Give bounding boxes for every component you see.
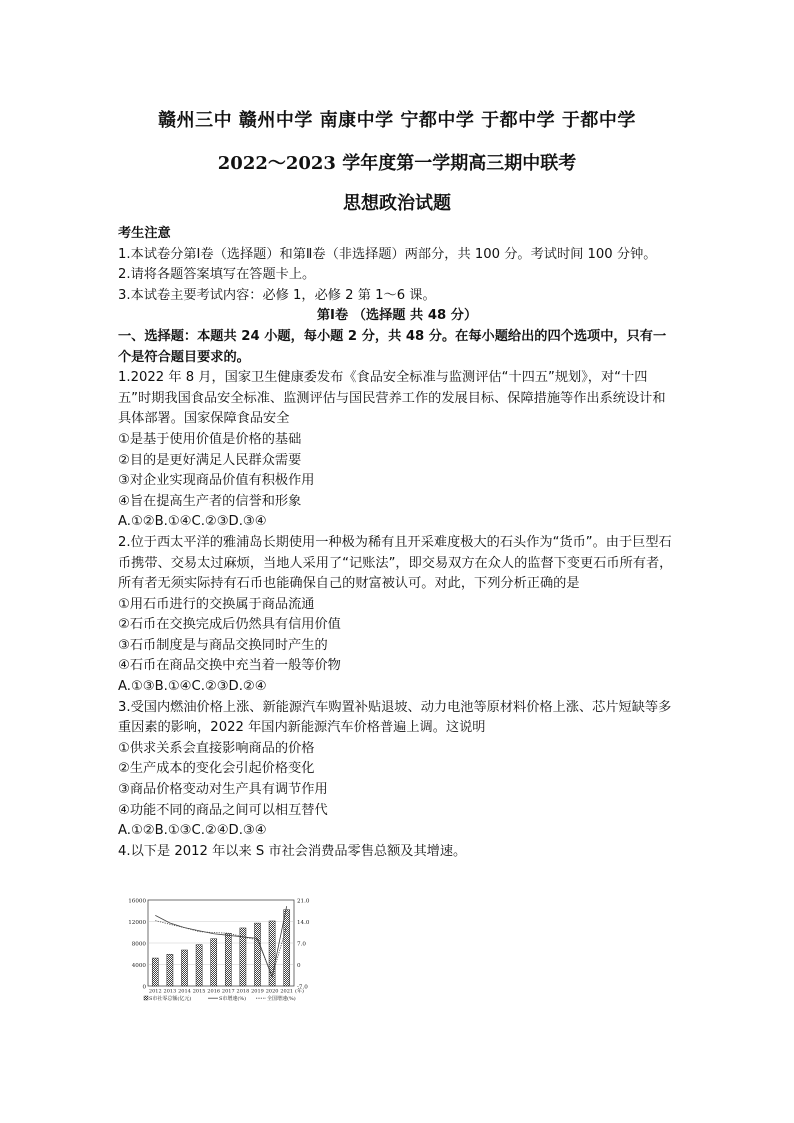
x-tick-label: 2013 xyxy=(163,988,177,995)
y-left-tick-label: 12000 xyxy=(128,920,146,926)
bar xyxy=(152,958,158,986)
x-tick-label: 2017 xyxy=(221,988,235,995)
x-tick-label: 2016 xyxy=(207,988,221,995)
bar xyxy=(167,954,173,986)
x-tick-label: 2014 xyxy=(178,988,191,995)
exam-body xyxy=(118,224,676,862)
question-option: ②石币在交换完成后仍然具有信用价值 xyxy=(118,617,341,633)
y-right-tick-label: -7.0 xyxy=(297,984,308,991)
y-left-tick-label: 4000 xyxy=(131,963,146,969)
subject-title: 思想政治试题 xyxy=(343,193,451,214)
x-tick-label: 2019 xyxy=(251,988,264,995)
retail-sales-chart xyxy=(118,893,340,1005)
x-tick-label: 2020 xyxy=(265,988,279,995)
question-option: ③商品价格变动对生产具有调节作用 xyxy=(118,782,328,798)
x-tick-label: 2015 xyxy=(192,988,206,995)
legend-label: S市增速(%) xyxy=(219,996,247,1002)
question-option: ②目的是更好满足人民群众需要 xyxy=(118,452,302,468)
school-list: 赣州三中 赣州中学 南康中学 宁都中学 于都中学 于都中学 xyxy=(158,110,636,131)
notice-title: 考生注意 xyxy=(118,226,171,241)
section-instruction: 一、选择题：本题共 24 小题，每小题 2 分，共 48 分。在每小题给出的四个选项中，只有一个是符合题目要求的。 xyxy=(118,328,667,365)
bar xyxy=(254,923,260,986)
notice-item: 2.请将各题答案填写在答题卡上。 xyxy=(118,267,316,283)
question-option: ④旨在提高生产者的信誉和形象 xyxy=(118,493,302,509)
question-option: ④功能不同的商品之间可以相互替代 xyxy=(118,802,328,818)
question-option: ①用石币进行的交换属于商品流通 xyxy=(118,596,315,612)
question-option: ①是基于使用价值是价格的基础 xyxy=(118,431,302,447)
national-growth-line xyxy=(155,921,286,977)
exam-title: 2022～2023 学年度第一学期高三期中联考 xyxy=(217,153,577,174)
question-option: ③对企业实现商品价值有积极作用 xyxy=(118,473,315,489)
section-title: 第Ⅰ卷 （选择题 共 48 分） xyxy=(316,308,478,324)
x-unit-label: (年) xyxy=(295,988,304,995)
y-left-tick-label: 16000 xyxy=(128,898,146,905)
x-tick-label: 2021 xyxy=(280,988,294,995)
notice-item: 3.本试卷主要考试内容：必修 1，必修 2 第 1～6 课。 xyxy=(118,287,436,303)
question-stem: 3.受国内燃油价格上涨、新能源汽车购置补贴退坡、动力电池等原材料价格上涨、芯片短缺等多重因素的影响，2022 年国内新能源汽车价格普遍上调。这说明 xyxy=(118,699,672,736)
bar xyxy=(181,950,187,986)
x-tick-label: 2018 xyxy=(236,988,250,995)
y-left-tick-label: 0 xyxy=(142,984,146,991)
question-stem: 1.2022 年 8 月，国家卫生健康委发布《食品安全标准与监测评估“十四五”规划》，对“十四五”时期我国食品安全标准、监测评估与国民营养工作的发展目标、保障措施等作出系统设计和具体部署。国家保障食品安全 xyxy=(118,370,666,427)
question-stem: 4.以下是 2012 年以来 S 市社会消费品零售总额及其增速。 xyxy=(118,843,467,859)
question-option: ③石币制度是与商品交换同时产生的 xyxy=(118,637,328,653)
y-right-tick-label: 0 xyxy=(297,963,301,969)
question-stem: 2.位于西太平洋的雅浦岛长期使用一种极为稀有且开采难度极大的石头作为“货币”。由于巨型石币携带、交易太过麻烦，当地人采用了“记账法”，即交易双方在众人的监督下变更石币所有者，所有者无须实际持有石币也能确保自己的财富被认可。对此，下列分析正确的是 xyxy=(118,534,673,592)
y-right-tick-label: 21.0 xyxy=(297,898,310,905)
legend-label: 全国增速(%) xyxy=(267,996,296,1002)
city-growth-line xyxy=(155,906,286,977)
question-option: ②生产成本的变化会引起价格变化 xyxy=(118,761,315,777)
question-option: ①供求关系会直接影响商品的价格 xyxy=(118,740,315,756)
bar xyxy=(211,939,217,986)
legend-swatch-bar xyxy=(144,996,148,1000)
bar xyxy=(225,933,231,986)
y-left-tick-label: 8000 xyxy=(131,941,146,948)
y-right-tick-label: 14.0 xyxy=(297,920,310,926)
notice-item: 1.本试卷分第Ⅰ卷（选择题）和第Ⅱ卷（非选择题）两部分，共 100 分。考试时间 100 分钟。 xyxy=(118,246,657,262)
bar xyxy=(284,910,290,986)
bar xyxy=(196,945,202,986)
question-choices: A.①③B.①④C.②③D.②④ xyxy=(118,679,267,695)
y-right-tick-label: 7.0 xyxy=(297,941,306,948)
question-option: ④石币在商品交换中充当着一般等价物 xyxy=(118,658,341,674)
x-tick-label: 2012 xyxy=(148,988,162,995)
legend-label: S市社零总额(亿元) xyxy=(149,996,192,1002)
question-choices: A.①②B.①③C.②④D.③④ xyxy=(118,823,267,839)
question-choices: A.①②B.①④C.②③D.③④ xyxy=(118,514,267,530)
